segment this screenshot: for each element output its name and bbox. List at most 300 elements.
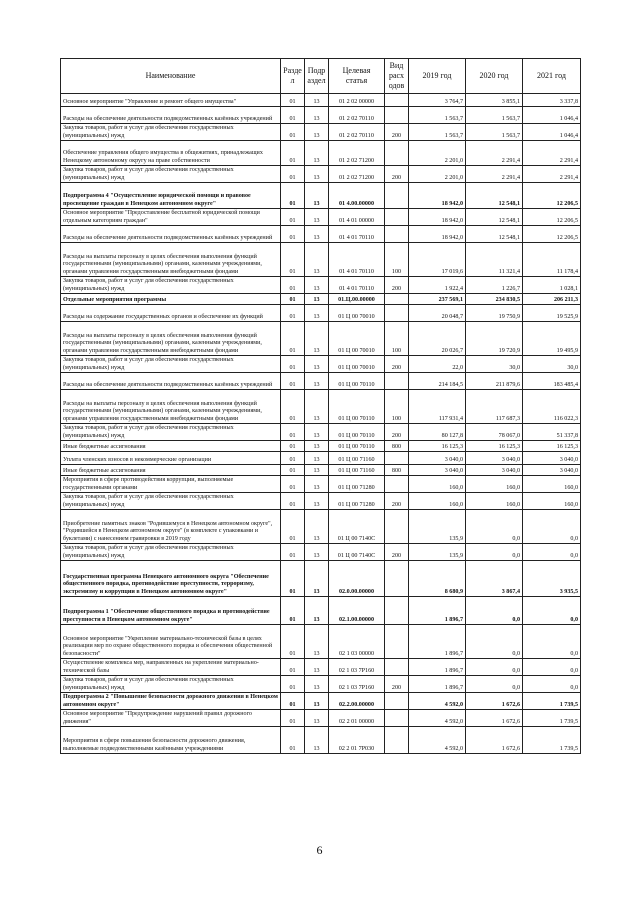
cell-y2019: 18 942,0 xyxy=(409,209,466,226)
cell-y2021: 1 028,1 xyxy=(523,277,581,294)
cell-y2019: 214 184,5 xyxy=(409,373,466,390)
cell-y2019: 3 764,7 xyxy=(409,94,466,107)
cell-subsection: 13 xyxy=(305,373,329,390)
cell-name: Закупка товаров, работ и услуг для обеспечения государственных (муниципальных) нужд xyxy=(61,166,281,183)
cell-section: 01 xyxy=(281,544,305,561)
cell-y2021: 0,0 xyxy=(523,676,581,693)
cell-article: 01 2 02 00000 xyxy=(329,94,385,107)
cell-y2020: 3 867,4 xyxy=(466,561,523,597)
cell-subsection: 13 xyxy=(305,277,329,294)
table-row xyxy=(61,373,581,390)
cell-section: 01 xyxy=(281,94,305,107)
cell-section: 01 xyxy=(281,476,305,493)
table-row xyxy=(61,465,581,476)
cell-y2021: 206 211,3 xyxy=(523,294,581,305)
cell-section: 01 xyxy=(281,243,305,277)
cell-subsection: 13 xyxy=(305,141,329,166)
cell-y2021: 19 495,9 xyxy=(523,322,581,356)
cell-subsection: 13 xyxy=(305,107,329,124)
table-row xyxy=(61,710,581,727)
cell-expense-type xyxy=(385,305,409,322)
cell-expense-type xyxy=(385,141,409,166)
cell-y2021: 16 125,3 xyxy=(523,441,581,452)
cell-section: 01 xyxy=(281,727,305,754)
cell-section: 01 xyxy=(281,625,305,659)
table-row xyxy=(61,493,581,510)
cell-y2019: 135,9 xyxy=(409,544,466,561)
cell-name: Расходы на обеспечение деятельности подведомственных казённых учреждений xyxy=(61,226,281,243)
cell-article: 02.2.00.00000 xyxy=(329,693,385,710)
cell-y2019: 4 592,0 xyxy=(409,727,466,754)
table-row xyxy=(61,597,581,625)
cell-subsection: 13 xyxy=(305,441,329,452)
cell-subsection: 13 xyxy=(305,322,329,356)
cell-name: Основное мероприятие "Управление и ремонт общего имущества" xyxy=(61,94,281,107)
cell-y2020: 1 226,7 xyxy=(466,277,523,294)
cell-name: Закупка товаров, работ и услуг для обеспечения государственных (муниципальных) нужд xyxy=(61,356,281,373)
cell-subsection: 13 xyxy=(305,356,329,373)
cell-y2021: 183 485,4 xyxy=(523,373,581,390)
cell-y2019: 160,0 xyxy=(409,493,466,510)
table-row xyxy=(61,183,581,209)
cell-article: 02 1 03 00000 xyxy=(329,625,385,659)
cell-subsection: 13 xyxy=(305,597,329,625)
cell-section: 01 xyxy=(281,510,305,544)
cell-y2021: 160,0 xyxy=(523,493,581,510)
cell-y2021: 0,0 xyxy=(523,510,581,544)
cell-name: Отдельные мероприятия программы xyxy=(61,294,281,305)
header-2019: 2019 год xyxy=(409,59,466,94)
cell-section: 01 xyxy=(281,441,305,452)
cell-article: 02.0.00.00000 xyxy=(329,561,385,597)
cell-name: Приобретение памятных знаков "Родившемуся в Ненецком автономном округе", "Родившейся в Ненецком автономном округе" (в комплекте с упаковками и буклетами) с нанесением гравировки в 2019 году xyxy=(61,510,281,544)
table-row xyxy=(61,441,581,452)
table-row xyxy=(61,305,581,322)
cell-y2021: 0,0 xyxy=(523,544,581,561)
table-row xyxy=(61,209,581,226)
cell-article: 02.1.00.00000 xyxy=(329,597,385,625)
cell-section: 01 xyxy=(281,141,305,166)
cell-name: Осуществление комплекса мер, направленных на укрепление материально-технической базы xyxy=(61,659,281,676)
cell-expense-type: 100 xyxy=(385,243,409,277)
cell-expense-type xyxy=(385,597,409,625)
cell-subsection: 13 xyxy=(305,727,329,754)
cell-section: 01 xyxy=(281,493,305,510)
cell-y2019: 4 592,0 xyxy=(409,710,466,727)
cell-article: 01 4 01 00000 xyxy=(329,209,385,226)
header-expense-type: Вид расх одов xyxy=(385,59,409,94)
cell-section: 01 xyxy=(281,597,305,625)
cell-name: Расходы на содержание государственных органов и обеспечение их функций xyxy=(61,305,281,322)
cell-y2020: 211 879,6 xyxy=(466,373,523,390)
cell-expense-type: 200 xyxy=(385,424,409,441)
cell-article: 01 4 01 70110 xyxy=(329,277,385,294)
cell-expense-type xyxy=(385,625,409,659)
cell-subsection: 13 xyxy=(305,493,329,510)
cell-y2019: 135,9 xyxy=(409,510,466,544)
cell-y2020: 12 548,1 xyxy=(466,226,523,243)
cell-y2021: 12 206,5 xyxy=(523,209,581,226)
cell-subsection: 13 xyxy=(305,209,329,226)
cell-subsection: 13 xyxy=(305,510,329,544)
cell-y2019: 3 040,0 xyxy=(409,452,466,465)
cell-y2020: 160,0 xyxy=(466,493,523,510)
cell-name: Закупка товаров, работ и услуг для обеспечения государственных (муниципальных) нужд xyxy=(61,124,281,141)
cell-subsection: 13 xyxy=(305,183,329,209)
cell-name: Закупка товаров, работ и услуг для обеспечения государственных (муниципальных) нужд xyxy=(61,493,281,510)
cell-name: Расходы на выплаты персоналу в целях обеспечения выполнения функций государственными (муниципальными) органами, казенными учреждениями, органами управления государственными внебюджетными фондами xyxy=(61,322,281,356)
cell-expense-type xyxy=(385,294,409,305)
header-section: Разде л xyxy=(281,59,305,94)
cell-section: 01 xyxy=(281,183,305,209)
cell-name: Основное мероприятие "Укрепление материально-технической базы в целях реализации мер по охране общественного порядка и обеспечения общественной безопасности" xyxy=(61,625,281,659)
cell-y2021: 1 739,5 xyxy=(523,710,581,727)
cell-section: 01 xyxy=(281,659,305,676)
cell-expense-type xyxy=(385,561,409,597)
cell-expense-type xyxy=(385,693,409,710)
table-row xyxy=(61,676,581,693)
cell-name: Закупка товаров, работ и услуг для обеспечения государственных (муниципальных) нужд xyxy=(61,676,281,693)
cell-y2021: 0,0 xyxy=(523,625,581,659)
table-row xyxy=(61,124,581,141)
cell-subsection: 13 xyxy=(305,561,329,597)
cell-y2020: 0,0 xyxy=(466,676,523,693)
cell-expense-type xyxy=(385,183,409,209)
table-row xyxy=(61,544,581,561)
cell-y2020: 1 672,6 xyxy=(466,710,523,727)
cell-y2020: 12 548,1 xyxy=(466,209,523,226)
cell-y2020: 1 672,6 xyxy=(466,727,523,754)
cell-article: 01 Ц 00 71280 xyxy=(329,493,385,510)
cell-y2019: 1 896,7 xyxy=(409,625,466,659)
cell-article: 01 Ц 00 70010 xyxy=(329,305,385,322)
cell-y2019: 1 563,7 xyxy=(409,107,466,124)
page-number: 6 xyxy=(316,843,323,857)
cell-section: 01 xyxy=(281,166,305,183)
cell-section: 01 xyxy=(281,305,305,322)
cell-subsection: 13 xyxy=(305,124,329,141)
cell-y2020: 0,0 xyxy=(466,510,523,544)
cell-article: 01 Ц 00 70110 xyxy=(329,373,385,390)
cell-y2021: 51 337,8 xyxy=(523,424,581,441)
cell-expense-type: 200 xyxy=(385,124,409,141)
cell-y2021: 11 178,4 xyxy=(523,243,581,277)
header-2021: 2021 год xyxy=(523,59,581,94)
cell-article: 01 Ц 00 71160 xyxy=(329,452,385,465)
cell-subsection: 13 xyxy=(305,659,329,676)
cell-article: 01.Ц.00.00000 xyxy=(329,294,385,305)
cell-y2021: 12 206,5 xyxy=(523,183,581,209)
cell-expense-type xyxy=(385,107,409,124)
cell-expense-type: 200 xyxy=(385,277,409,294)
table-row xyxy=(61,226,581,243)
cell-y2021: 19 525,9 xyxy=(523,305,581,322)
table-row xyxy=(61,424,581,441)
cell-y2020: 3 855,1 xyxy=(466,94,523,107)
cell-subsection: 13 xyxy=(305,544,329,561)
cell-y2020: 117 687,3 xyxy=(466,390,523,424)
cell-name: Уплата членских взносов в некоммерческие организации xyxy=(61,452,281,465)
cell-y2019: 2 201,0 xyxy=(409,141,466,166)
cell-y2019: 2 201,0 xyxy=(409,166,466,183)
cell-y2019: 18 942,0 xyxy=(409,183,466,209)
cell-y2021: 1 046,4 xyxy=(523,107,581,124)
cell-article: 01 4.00.00000 xyxy=(329,183,385,209)
cell-section: 01 xyxy=(281,452,305,465)
cell-section: 01 xyxy=(281,294,305,305)
cell-section: 01 xyxy=(281,209,305,226)
cell-y2021: 3 040,0 xyxy=(523,452,581,465)
cell-subsection: 13 xyxy=(305,94,329,107)
cell-name: Подпрограмма 1 "Обеспечение общественного порядка и противодействие преступности в Ненецком автономном округе" xyxy=(61,597,281,625)
document-page xyxy=(60,58,580,754)
cell-article: 01 Ц 00 70110 xyxy=(329,441,385,452)
cell-y2021: 0,0 xyxy=(523,597,581,625)
cell-name: Расходы на выплаты персоналу в целях обеспечения выполнения функций государственными (муниципальными) органами, казенными учреждениями, органами управления государственными внебюджетными фондами xyxy=(61,243,281,277)
table-row xyxy=(61,693,581,710)
header-article: Целевая статья xyxy=(329,59,385,94)
table-row xyxy=(61,510,581,544)
cell-name: Основное мероприятие "Предоставление бесплатной юридической помощи отдельным категориям граждан" xyxy=(61,209,281,226)
budget-table xyxy=(60,58,581,754)
table-row xyxy=(61,166,581,183)
cell-y2020: 16 125,3 xyxy=(466,441,523,452)
cell-name: Мероприятия в сфере противодействия коррупции, выполняемые государственными органами xyxy=(61,476,281,493)
cell-y2020: 1 563,7 xyxy=(466,124,523,141)
cell-y2020: 3 040,0 xyxy=(466,465,523,476)
table-row xyxy=(61,107,581,124)
cell-y2019: 4 592,0 xyxy=(409,693,466,710)
cell-y2019: 20 048,7 xyxy=(409,305,466,322)
cell-y2021: 1 046,4 xyxy=(523,124,581,141)
cell-section: 01 xyxy=(281,356,305,373)
table-row xyxy=(61,659,581,676)
table-row xyxy=(61,277,581,294)
cell-y2020: 2 291,4 xyxy=(466,141,523,166)
cell-article: 01 4 01 70110 xyxy=(329,226,385,243)
cell-article: 02 1 03 7Р160 xyxy=(329,676,385,693)
cell-y2021: 1 739,5 xyxy=(523,727,581,754)
cell-y2019: 1 563,7 xyxy=(409,124,466,141)
cell-y2019: 18 942,0 xyxy=(409,226,466,243)
cell-y2021: 116 022,3 xyxy=(523,390,581,424)
cell-article: 02 1 03 7Р160 xyxy=(329,659,385,676)
cell-name: Расходы на обеспечение деятельности подведомственных казённых учреждений xyxy=(61,373,281,390)
table-row xyxy=(61,94,581,107)
cell-article: 01 Ц 00 70010 xyxy=(329,356,385,373)
cell-expense-type: 200 xyxy=(385,676,409,693)
cell-subsection: 13 xyxy=(305,390,329,424)
cell-y2021: 12 206,5 xyxy=(523,226,581,243)
cell-expense-type xyxy=(385,373,409,390)
cell-subsection: 13 xyxy=(305,166,329,183)
table-row xyxy=(61,561,581,597)
cell-y2020: 0,0 xyxy=(466,659,523,676)
cell-section: 01 xyxy=(281,424,305,441)
cell-y2021: 0,0 xyxy=(523,659,581,676)
cell-y2021: 3 337,8 xyxy=(523,94,581,107)
cell-expense-type xyxy=(385,659,409,676)
cell-subsection: 13 xyxy=(305,305,329,322)
cell-name: Подпрограмма 2 "Повышение безопасности дорожного движения в Ненецком автономном округе" xyxy=(61,693,281,710)
header-subsection: Подр аздел xyxy=(305,59,329,94)
table-row xyxy=(61,727,581,754)
cell-y2019: 3 040,0 xyxy=(409,465,466,476)
cell-subsection: 13 xyxy=(305,226,329,243)
table-row xyxy=(61,294,581,305)
cell-article: 01 2 02 70110 xyxy=(329,124,385,141)
cell-section: 01 xyxy=(281,390,305,424)
cell-y2020: 1 563,7 xyxy=(466,107,523,124)
cell-y2019: 80 127,8 xyxy=(409,424,466,441)
cell-y2020: 0,0 xyxy=(466,544,523,561)
cell-section: 01 xyxy=(281,226,305,243)
cell-y2021: 2 291,4 xyxy=(523,166,581,183)
table-body xyxy=(61,94,581,754)
cell-subsection: 13 xyxy=(305,452,329,465)
cell-article: 01 2 02 70110 xyxy=(329,107,385,124)
cell-name: Закупка товаров, работ и услуг для обеспечения государственных (муниципальных) нужд xyxy=(61,544,281,561)
cell-section: 01 xyxy=(281,676,305,693)
cell-name: Расходы на обеспечение деятельности подведомственных казённых учреждений xyxy=(61,107,281,124)
cell-expense-type: 200 xyxy=(385,356,409,373)
cell-y2019: 20 026,7 xyxy=(409,322,466,356)
cell-name: Обеспечение управления общего имущества в общежитиях, принадлежащих Ненецкому автономному округу на праве собственности xyxy=(61,141,281,166)
cell-y2020: 78 067,0 xyxy=(466,424,523,441)
cell-y2020: 19 750,9 xyxy=(466,305,523,322)
cell-subsection: 13 xyxy=(305,424,329,441)
cell-y2020: 234 830,5 xyxy=(466,294,523,305)
cell-section: 01 xyxy=(281,322,305,356)
cell-article: 01 Ц 00 7140С xyxy=(329,544,385,561)
cell-y2019: 117 931,4 xyxy=(409,390,466,424)
cell-y2019: 237 569,1 xyxy=(409,294,466,305)
cell-subsection: 13 xyxy=(305,710,329,727)
cell-y2020: 1 672,6 xyxy=(466,693,523,710)
cell-y2021: 3 040,0 xyxy=(523,465,581,476)
cell-y2021: 3 935,5 xyxy=(523,561,581,597)
cell-y2020: 11 321,4 xyxy=(466,243,523,277)
cell-article: 01 2 02 71200 xyxy=(329,166,385,183)
cell-article: 01 Ц 00 70010 xyxy=(329,322,385,356)
cell-section: 01 xyxy=(281,277,305,294)
cell-y2019: 1 896,7 xyxy=(409,676,466,693)
table-row xyxy=(61,243,581,277)
cell-article: 01 Ц 00 71280 xyxy=(329,476,385,493)
table-row xyxy=(61,625,581,659)
cell-expense-type: 800 xyxy=(385,441,409,452)
header-name: Наименование xyxy=(61,59,281,94)
table-row xyxy=(61,390,581,424)
cell-subsection: 13 xyxy=(305,476,329,493)
cell-subsection: 13 xyxy=(305,243,329,277)
cell-expense-type xyxy=(385,727,409,754)
cell-article: 02 2 01 00000 xyxy=(329,710,385,727)
cell-name: Государственная программа Ненецкого автономного округа "Обеспечение общественного порядка, противодействие преступности, терроризму, экстремизму и коррупции в Ненецком автономном округе" xyxy=(61,561,281,597)
table-row xyxy=(61,476,581,493)
cell-section: 01 xyxy=(281,107,305,124)
cell-y2019: 1 922,4 xyxy=(409,277,466,294)
cell-y2019: 17 019,6 xyxy=(409,243,466,277)
cell-y2019: 160,0 xyxy=(409,476,466,493)
table-row xyxy=(61,356,581,373)
cell-article: 02 2 01 7Р030 xyxy=(329,727,385,754)
cell-expense-type: 200 xyxy=(385,544,409,561)
cell-expense-type: 100 xyxy=(385,390,409,424)
cell-expense-type xyxy=(385,226,409,243)
cell-name: Иные бюджетные ассигнования xyxy=(61,465,281,476)
cell-article: 01 Ц 00 7140С xyxy=(329,510,385,544)
cell-y2020: 2 291,4 xyxy=(466,166,523,183)
cell-name: Подпрограмма 4 "Осуществление юридической помощи и правовое просвещение граждан в Ненецком автономном округе" xyxy=(61,183,281,209)
cell-section: 01 xyxy=(281,465,305,476)
cell-y2020: 3 040,0 xyxy=(466,452,523,465)
cell-y2021: 1 739,5 xyxy=(523,693,581,710)
cell-y2020: 19 720,9 xyxy=(466,322,523,356)
cell-name: Иные бюджетные ассигнования xyxy=(61,441,281,452)
cell-y2020: 160,0 xyxy=(466,476,523,493)
cell-expense-type: 200 xyxy=(385,493,409,510)
cell-y2020: 12 548,1 xyxy=(466,183,523,209)
cell-y2021: 30,0 xyxy=(523,356,581,373)
cell-expense-type: 200 xyxy=(385,166,409,183)
cell-section: 01 xyxy=(281,561,305,597)
cell-expense-type xyxy=(385,209,409,226)
cell-y2020: 0,0 xyxy=(466,597,523,625)
cell-subsection: 13 xyxy=(305,625,329,659)
cell-section: 01 xyxy=(281,710,305,727)
cell-y2021: 2 291,4 xyxy=(523,141,581,166)
cell-subsection: 13 xyxy=(305,693,329,710)
cell-expense-type: 800 xyxy=(385,465,409,476)
cell-name: Закупка товаров, работ и услуг для обеспечения государственных (муниципальных) нужд xyxy=(61,277,281,294)
table-row xyxy=(61,322,581,356)
table-row xyxy=(61,141,581,166)
cell-section: 01 xyxy=(281,124,305,141)
cell-article: 01 Ц 00 70110 xyxy=(329,424,385,441)
cell-y2020: 0,0 xyxy=(466,625,523,659)
cell-article: 01 Ц 00 70110 xyxy=(329,390,385,424)
cell-article: 01 Ц 00 71160 xyxy=(329,465,385,476)
cell-name: Мероприятия в сфере повышения безопасности дорожного движения, выполняемые подведомственными казёнными учреждениями xyxy=(61,727,281,754)
cell-y2019: 1 896,7 xyxy=(409,659,466,676)
cell-y2019: 22,0 xyxy=(409,356,466,373)
cell-expense-type xyxy=(385,476,409,493)
cell-article: 01 4 01 70110 xyxy=(329,243,385,277)
cell-section: 01 xyxy=(281,373,305,390)
table-row xyxy=(61,452,581,465)
cell-name: Закупка товаров, работ и услуг для обеспечения государственных (муниципальных) нужд xyxy=(61,424,281,441)
cell-subsection: 13 xyxy=(305,294,329,305)
cell-expense-type xyxy=(385,510,409,544)
cell-expense-type xyxy=(385,452,409,465)
cell-subsection: 13 xyxy=(305,465,329,476)
cell-article: 01 2 02 71200 xyxy=(329,141,385,166)
cell-expense-type: 100 xyxy=(385,322,409,356)
cell-expense-type xyxy=(385,94,409,107)
cell-y2021: 160,0 xyxy=(523,476,581,493)
header-2020: 2020 год xyxy=(466,59,523,94)
cell-y2019: 1 896,7 xyxy=(409,597,466,625)
table-header-row xyxy=(61,59,581,94)
cell-name: Основное мероприятие "Предупреждение нарушений правил дорожного движения" xyxy=(61,710,281,727)
cell-y2019: 16 125,3 xyxy=(409,441,466,452)
cell-y2020: 30,0 xyxy=(466,356,523,373)
cell-name: Расходы на выплаты персоналу в целях обеспечения выполнения функций государственными (муниципальными) органами, казенными учреждениями, органами управления государственными внебюджетными фондами xyxy=(61,390,281,424)
cell-expense-type xyxy=(385,710,409,727)
cell-section: 01 xyxy=(281,693,305,710)
cell-y2019: 8 680,9 xyxy=(409,561,466,597)
